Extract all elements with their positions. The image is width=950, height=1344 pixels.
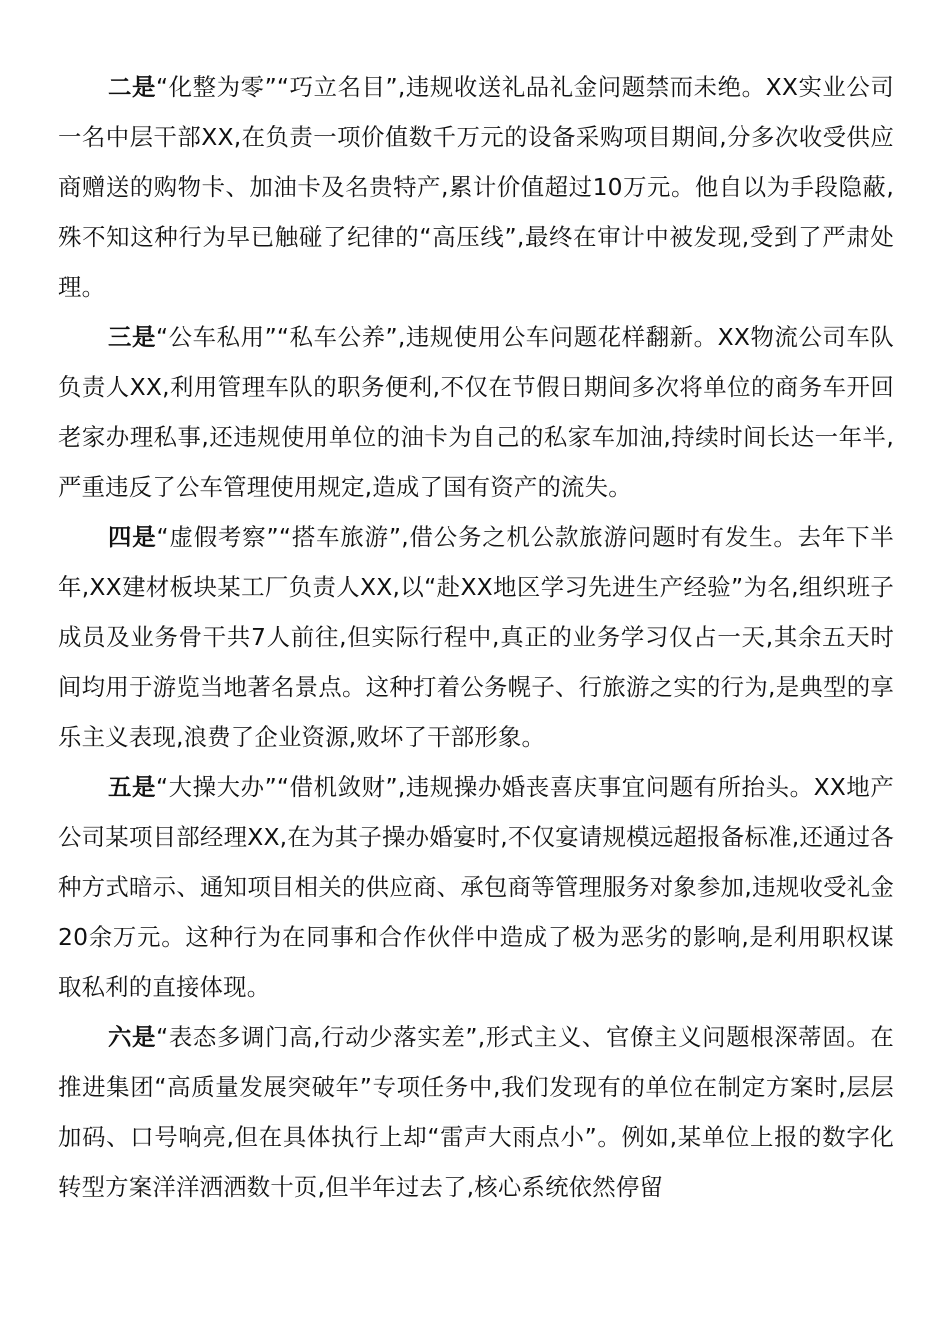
paragraph-5	[58, 762, 894, 1012]
paragraph-6	[58, 1012, 894, 1212]
paragraph-2	[58, 62, 894, 312]
paragraph-lead: 三是	[108, 323, 156, 351]
paragraph-lead: 四是	[108, 523, 157, 551]
paragraph-lead: 五是	[108, 773, 156, 801]
paragraph-text: “大操大办”“借机敛财”,违规操办婚丧喜庆事宜问题有所抬头。XX地产公司某项目部经理XX,在为其子操办婚宴时,不仅宴请规模远超报备标准,还通过各种方式暗示、通知项目相关的供应商、承包商等管理服务对象参加,违规收受礼金20余万元。这种行为在同事和合作伙伴中造成了极为恶劣的影响,是利用职权谋取私利的直接体现。	[58, 773, 894, 1001]
paragraph-text: “虚假考察”“搭车旅游”,借公务之机公款旅游问题时有发生。去年下半年,XX建材板块某工厂负责人XX,以“赴XX地区学习先进生产经验”为名,组织班子成员及业务骨干共7人前往,但实际行程中,真正的业务学习仅占一天,其余五天时间均用于游览当地著名景点。这种打着公务幌子、行旅游之实的行为,是典型的享乐主义表现,浪费了企业资源,败坏了干部形象。	[58, 523, 894, 751]
document-page	[58, 62, 894, 1212]
paragraph-text: “公车私用”“私车公养”,违规使用公车问题花样翻新。XX物流公司车队负责人XX,利用管理车队的职务便利,不仅在节假日期间多次将单位的商务车开回老家办理私事,还违规使用单位的油卡为自己的私家车加油,持续时间长达一年半,严重违反了公车管理使用规定,造成了国有资产的流失。	[58, 323, 894, 501]
paragraph-text: “表态多调门高,行动少落实差”,形式主义、官僚主义问题根深蒂固。在推进集团“高质量发展突破年”专项任务中,我们发现有的单位在制定方案时,层层加码、口号响亮,但在具体执行上却“雷声大雨点小”。例如,某单位上报的数字化转型方案洋洋洒洒数十页,但半年过去了,核心系统依然停留	[58, 1023, 894, 1201]
paragraph-lead: 二是	[108, 73, 156, 101]
paragraph-4	[58, 512, 894, 762]
paragraph-lead: 六是	[108, 1023, 157, 1051]
paragraph-3	[58, 312, 894, 512]
paragraph-text: “化整为零”“巧立名目”,违规收送礼品礼金问题禁而未绝。XX实业公司一名中层干部XX,在负责一项价值数千万元的设备采购项目期间,分多次收受供应商赠送的购物卡、加油卡及名贵特产,累计价值超过10万元。他自以为手段隐蔽,殊不知这种行为早已触碰了纪律的“高压线”,最终在审计中被发现,受到了严肃处理。	[58, 73, 894, 301]
